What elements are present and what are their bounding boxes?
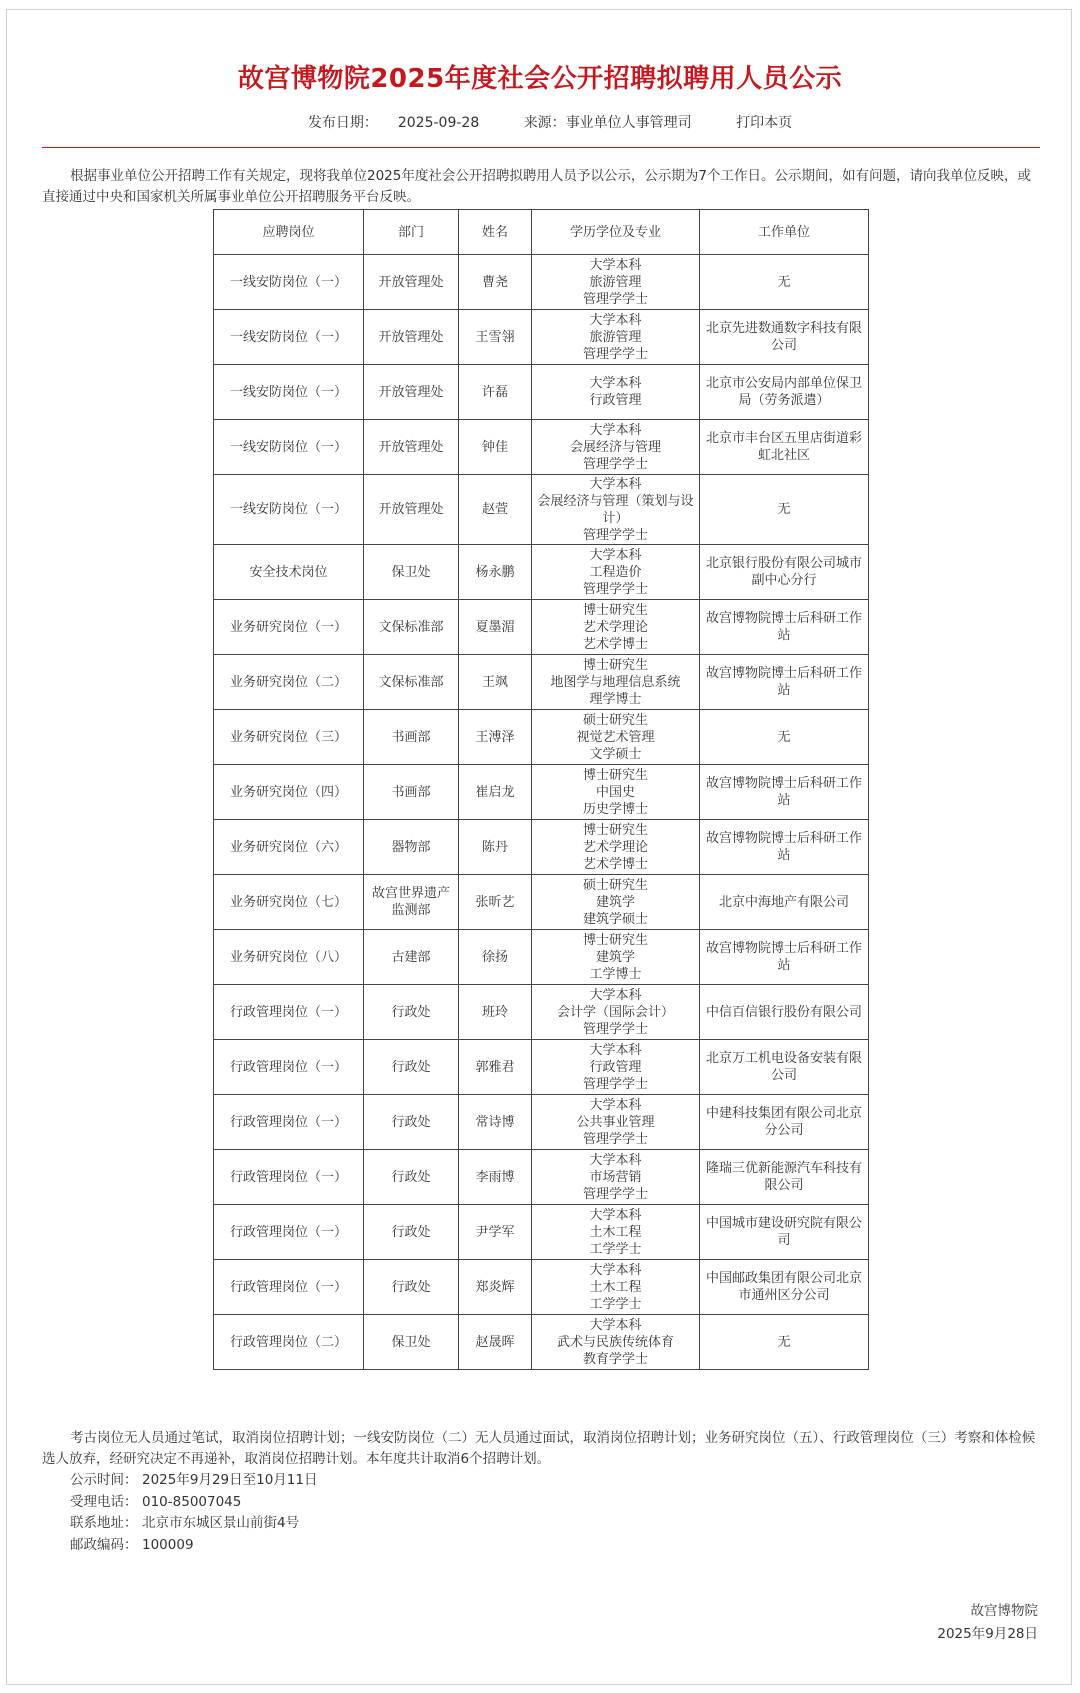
table-row: [214, 655, 869, 710]
signature-block: [937, 1600, 1038, 1646]
cell-dept: 行政处: [364, 1150, 459, 1205]
cell-post: 行政管理岗位（一）: [214, 1150, 364, 1205]
cell-name: 王溥泽: [459, 710, 532, 765]
header-education: 学历学位及专业: [532, 210, 700, 255]
cell-dept: 保卫处: [364, 1315, 459, 1370]
cell-name: 李雨博: [459, 1150, 532, 1205]
cell-employer: 中国邮政集团有限公司北京市通州区分公司: [700, 1260, 869, 1315]
cell-name: 曹尧: [459, 255, 532, 310]
cell-dept: 开放管理处: [364, 475, 459, 545]
cell-post: 一线安防岗位（一）: [214, 255, 364, 310]
address-row: [70, 1513, 317, 1535]
cell-name: 赵晟晖: [459, 1315, 532, 1370]
cell-employer: 故宫博物院博士后科研工作站: [700, 930, 869, 985]
cell-education: 大学本科 土木工程 工学学士: [532, 1205, 700, 1260]
table-row: [214, 1315, 869, 1370]
cell-post: 一线安防岗位（一）: [214, 365, 364, 420]
cell-dept: 行政处: [364, 1095, 459, 1150]
zip-row: [70, 1535, 317, 1557]
cell-name: 尹学军: [459, 1205, 532, 1260]
cell-education: 大学本科 会计学（国际会计） 管理学学士: [532, 985, 700, 1040]
cell-dept: 开放管理处: [364, 255, 459, 310]
cell-employer: 北京银行股份有限公司城市副中心分行: [700, 545, 869, 600]
table-row: [214, 1095, 869, 1150]
cell-employer: 中信百信银行股份有限公司: [700, 985, 869, 1040]
cell-education: 博士研究生 艺术学理论 艺术学博士: [532, 820, 700, 875]
cell-education: 硕士研究生 建筑学 建筑学硕士: [532, 875, 700, 930]
cell-employer: 北京市公安局内部单位保卫局（劳务派遣）: [700, 365, 869, 420]
cell-dept: 文保标准部: [364, 600, 459, 655]
table-row: [214, 930, 869, 985]
cell-employer: 中建科技集团有限公司北京分公司: [700, 1095, 869, 1150]
cell-post: 业务研究岗位（八）: [214, 930, 364, 985]
table-row: [214, 820, 869, 875]
zip-label: 邮政编码：: [70, 1536, 138, 1553]
cell-education: 大学本科 行政管理 管理学学士: [532, 1040, 700, 1095]
phone-row: [70, 1492, 317, 1514]
signature-org: 故宫博物院: [970, 1603, 1038, 1619]
cell-name: 常诗博: [459, 1095, 532, 1150]
cell-dept: 书画部: [364, 710, 459, 765]
header-employer: 工作单位: [700, 210, 869, 255]
intro-paragraph: 根据事业单位公开招聘工作有关规定，现将我单位2025年度社会公开招聘拟聘用人员予以公示，公示期为7个工作日。公示期间，如有问题，请向我单位反映，或直接通过中央和国家机关所属事业单位公开招聘服务平台反映。: [42, 168, 1031, 205]
period-label: 公示时间：: [70, 1472, 138, 1488]
cell-name: 许磊: [459, 365, 532, 420]
cell-dept: 保卫处: [364, 545, 459, 600]
cell-post: 行政管理岗位（一）: [214, 1040, 364, 1095]
table-row: [214, 985, 869, 1040]
cell-dept: 文保标准部: [364, 655, 459, 710]
source: [524, 115, 692, 131]
period-row: [70, 1470, 317, 1492]
address-label: 联系地址：: [70, 1515, 138, 1531]
cell-employer: 中国城市建设研究院有限公司: [700, 1205, 869, 1260]
publish-date: [288, 115, 479, 131]
table-row: [214, 875, 869, 930]
cell-dept: 开放管理处: [364, 310, 459, 365]
table-row: [214, 1205, 869, 1260]
table-row: [214, 1260, 869, 1315]
cell-post: 行政管理岗位（一）: [214, 1260, 364, 1315]
cell-employer: 北京万工机电设备安装有限公司: [700, 1040, 869, 1095]
cell-post: 业务研究岗位（四）: [214, 765, 364, 820]
cell-education: 大学本科 土木工程 工学学士: [532, 1260, 700, 1315]
print-page-link[interactable]: 打印本页: [736, 115, 793, 131]
table-header-row: [214, 210, 869, 255]
cell-education: 大学本科 会展经济与管理（策划与设计） 管理学学士: [532, 475, 700, 545]
cell-employer: 故宫博物院博士后科研工作站: [700, 655, 869, 710]
cell-post: 业务研究岗位（一）: [214, 600, 364, 655]
cell-education: 大学本科 旅游管理 管理学学士: [532, 255, 700, 310]
page-title: 故宫博物院2025年度社会公开招聘拟聘用人员公示: [237, 64, 843, 94]
table-row: [214, 255, 869, 310]
cell-employer: 无: [700, 710, 869, 765]
cell-dept: 行政处: [364, 985, 459, 1040]
cell-education: 大学本科 会展经济与管理 管理学学士: [532, 420, 700, 475]
cell-education: 大学本科 行政管理: [532, 365, 700, 420]
table-body: [214, 255, 869, 1370]
cell-dept: 书画部: [364, 765, 459, 820]
cell-post: 行政管理岗位（二）: [214, 1315, 364, 1370]
cell-employer: 故宫博物院博士后科研工作站: [700, 765, 869, 820]
table-row: [214, 420, 869, 475]
table-row: [214, 1150, 869, 1205]
contact-info: [70, 1470, 317, 1556]
cell-dept: 开放管理处: [364, 365, 459, 420]
cell-employer: 北京中海地产有限公司: [700, 875, 869, 930]
cell-dept: 行政处: [364, 1205, 459, 1260]
cell-education: 大学本科 公共事业管理 管理学学士: [532, 1095, 700, 1150]
signature-date: 2025年9月28日: [937, 1626, 1038, 1642]
cell-employer: 故宫博物院博士后科研工作站: [700, 600, 869, 655]
cell-education: 博士研究生 建筑学 工学博士: [532, 930, 700, 985]
table-row: [214, 765, 869, 820]
cell-post: 行政管理岗位（一）: [214, 985, 364, 1040]
candidate-table: [213, 209, 869, 1370]
cell-name: 赵萱: [459, 475, 532, 545]
source-label: 来源：: [523, 115, 566, 131]
cell-education: 博士研究生 地图学与地理信息系统 理学博士: [532, 655, 700, 710]
cell-name: 崔启龙: [459, 765, 532, 820]
cell-employer: 无: [700, 255, 869, 310]
cell-post: 业务研究岗位（三）: [214, 710, 364, 765]
cell-post: 行政管理岗位（一）: [214, 1095, 364, 1150]
cell-name: 郑炎辉: [459, 1260, 532, 1315]
cell-post: 安全技术岗位: [214, 545, 364, 600]
header-post: 应聘岗位: [214, 210, 364, 255]
cell-name: 张昕艺: [459, 875, 532, 930]
period-value: 2025年9月29日至10月11日: [142, 1472, 318, 1488]
header-divider: [42, 147, 1040, 148]
cell-name: 钟佳: [459, 420, 532, 475]
cell-education: 大学本科 武术与民族传统体育 教育学学士: [532, 1315, 700, 1370]
cell-employer: 故宫博物院博士后科研工作站: [700, 820, 869, 875]
cell-post: 一线安防岗位（一）: [214, 420, 364, 475]
cell-post: 业务研究岗位（六）: [214, 820, 364, 875]
table-row: [214, 545, 869, 600]
cell-education: 博士研究生 中国史 历史学博士: [532, 765, 700, 820]
cell-name: 陈丹: [459, 820, 532, 875]
cell-name: 王飒: [459, 655, 532, 710]
cell-education: 大学本科 市场营销 管理学学士: [532, 1150, 700, 1205]
cell-employer: 无: [700, 475, 869, 545]
cell-education: 硕士研究生 视觉艺术管理 文学硕士: [532, 710, 700, 765]
cell-dept: 行政处: [364, 1260, 459, 1315]
cell-employer: 隆瑞三优新能源汽车科技有限公司: [700, 1150, 869, 1205]
cell-name: 王雪翎: [459, 310, 532, 365]
cell-name: 郭雅君: [459, 1040, 532, 1095]
cell-dept: 器物部: [364, 820, 459, 875]
cell-employer: 北京先进数通数字科技有限公司: [700, 310, 869, 365]
table-row: [214, 475, 869, 545]
cell-name: 班玲: [459, 985, 532, 1040]
cell-education: 博士研究生 艺术学理论 艺术学博士: [532, 600, 700, 655]
cell-dept: 古建部: [364, 930, 459, 985]
cell-dept: 行政处: [364, 1040, 459, 1095]
cancellation-note: [42, 1428, 1040, 1470]
cancellation-note-text: 考古岗位无人员通过笔试，取消岗位招聘计划；一线安防岗位（二）无人员通过面试，取消岗位招聘计划；业务研究岗位（五）、行政管理岗位（三）考察和体检候选人放弃，经研究决定不再递补，取消岗位招聘计划。本年度共计取消6个招聘计划。: [42, 1430, 1036, 1467]
cell-post: 一线安防岗位（一）: [214, 475, 364, 545]
cell-employer: 北京市丰台区五里店街道彩虹北社区: [700, 420, 869, 475]
table-row: [214, 365, 869, 420]
zip-value: 100009: [142, 1536, 194, 1553]
cell-education: 大学本科 工程造价 管理学学士: [532, 545, 700, 600]
cell-post: 一线安防岗位（一）: [214, 310, 364, 365]
header-name: 姓名: [459, 210, 532, 255]
publish-date-value: 2025-09-28: [397, 115, 480, 131]
cell-post: 行政管理岗位（一）: [214, 1205, 364, 1260]
cell-post: 业务研究岗位（二）: [214, 655, 364, 710]
cell-name: 杨永鹏: [459, 545, 532, 600]
cell-dept: 故宫世界遗产监测部: [364, 875, 459, 930]
cell-dept: 开放管理处: [364, 420, 459, 475]
source-value: 事业单位人事管理司: [565, 115, 692, 131]
publish-date-label: 发布日期：: [307, 115, 378, 131]
address-value: 北京市东城区景山前街4号: [142, 1515, 300, 1531]
header-dept: 部门: [364, 210, 459, 255]
phone-value: 010-85007045: [142, 1493, 242, 1510]
phone-label: 受理电话：: [70, 1493, 138, 1510]
cell-name: 徐扬: [459, 930, 532, 985]
table-row: [214, 710, 869, 765]
cell-employer: 无: [700, 1315, 869, 1370]
table-row: [214, 1040, 869, 1095]
cell-post: 业务研究岗位（七）: [214, 875, 364, 930]
cell-education: 大学本科 旅游管理 管理学学士: [532, 310, 700, 365]
cell-name: 夏墨湄: [459, 600, 532, 655]
article-meta: [0, 112, 1080, 132]
table-row: [214, 310, 869, 365]
table-row: [214, 600, 869, 655]
